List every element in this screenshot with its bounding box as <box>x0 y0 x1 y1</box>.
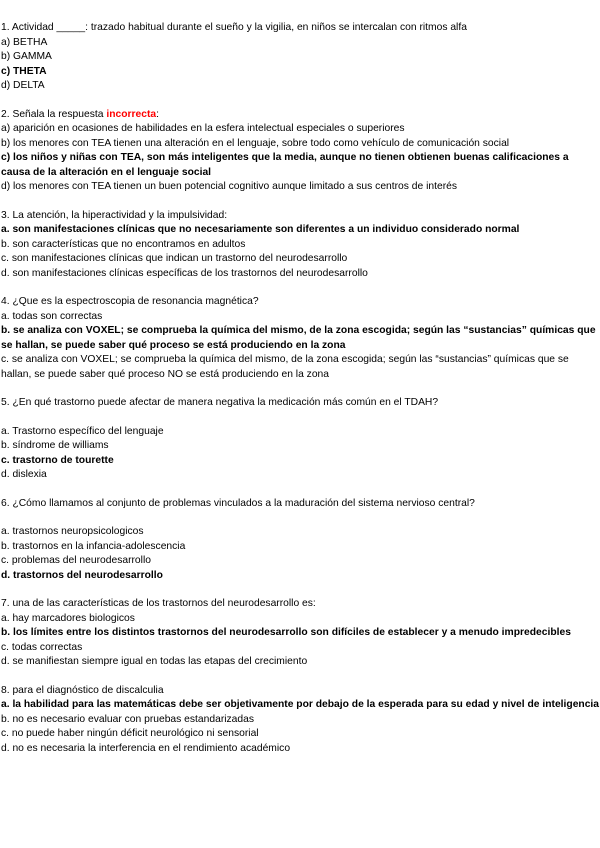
question-5-option-b: b. síndrome de williams <box>1 440 109 451</box>
question-1-stem: 1. Actividad _____: trazado habitual durante el sueño y la vigilia, en niños se intercalan con ritmos alfa <box>1 22 467 33</box>
question-3-option-a-correct: a. son manifestaciones clínicas que no necesariamente son diferentes a un individuo considerado normal <box>1 224 520 235</box>
question-3 <box>1 209 600 282</box>
question-7-option-c: c. todas correctas <box>1 641 83 653</box>
question-5-option-a: a. Trastorno específico del lenguaje <box>1 425 164 437</box>
question-6-option-a: a. trastornos neuropsicologicos <box>1 526 144 537</box>
question-4-stem: 4. ¿Que es la espectroscopia de resonancia magnética? <box>1 296 259 307</box>
question-8-option-d: d. no es necesaria la interferencia en el rendimiento académico <box>1 742 291 754</box>
question-8-option-a-correct: a. la habilidad para las matemáticas debe ser objetivamente por debajo de la esperada para su edad y nivel de inteligencia <box>1 699 600 710</box>
question-5-option-d: d. dislexia <box>1 469 47 480</box>
question-7-stem: 7. una de las características de los trastornos del neurodesarrollo es: <box>1 598 316 609</box>
question-2-option-d: d) los menores con TEA tienen un buen potencial cognitivo aunque limitado a sus centros de interés <box>1 181 458 192</box>
question-2-stem-pre: 2. Señala la respuesta <box>1 108 107 120</box>
question-7-option-b-correct: b. los límites entre los distintos trastornos del neurodesarrollo son difíciles de establecer y a menudo impredecibles <box>1 627 571 638</box>
question-3-stem: 3. La atención, la hiperactividad y la impulsividad: <box>1 209 228 221</box>
question-2-stem <box>1 108 600 123</box>
question-7 <box>1 597 600 670</box>
question-1-option-c-correct: c) THETA <box>1 65 47 77</box>
question-4 <box>1 295 600 382</box>
question-2 <box>1 108 600 195</box>
question-2-stem-post: : <box>156 108 159 120</box>
question-3-option-d: d. son manifestaciones clínicas específicas de los trastornos del neurodesarrollo <box>1 267 368 279</box>
question-2-stem-highlight: incorrecta <box>106 108 157 120</box>
question-6 <box>1 497 600 584</box>
question-6-stem: 6. ¿Cómo llamamos al conjunto de problemas vinculados a la maduración del sistema nervioso central? <box>1 497 475 509</box>
question-5-stem: 5. ¿En qué trastorno puede afectar de manera negativa la medicación más común en el TDAH? <box>1 397 439 408</box>
question-8 <box>1 684 600 757</box>
question-3-option-c: c. son manifestaciones clínicas que indican un trastorno del neurodesarrollo <box>1 253 348 264</box>
question-6-option-d-correct: d. trastornos del neurodesarrollo <box>1 569 163 581</box>
question-4-option-b-correct: b. se analiza con VOXEL; se comprueba la química del mismo, de la zona escogida; según las “sustancias” químicas que se hallan, se puede saber qué proceso se está produciendo en la zona <box>1 325 596 351</box>
question-3-option-b: b. son características que no encontramos en adultos <box>1 238 246 250</box>
question-5-option-c-correct: c. trastorno de tourette <box>1 454 114 466</box>
question-7-option-d: d. se manifiestan siempre igual en todas las etapas del crecimiento <box>1 656 308 667</box>
question-6-option-c: c. problemas del neurodesarrollo <box>1 555 151 566</box>
question-1-option-d: d) DELTA <box>1 80 45 91</box>
question-1 <box>1 21 600 94</box>
question-4-option-a: a. todas son correctas <box>1 310 103 322</box>
question-2-option-c-correct: c) los niños y niñas con TEA, son más inteligentes que la media, aunque no tienen obtienen buenas calificaciones a causa de la alteración en el lenguaje social <box>1 152 569 178</box>
question-8-option-b: b. no es necesario evaluar con pruebas estandarizadas <box>1 713 255 725</box>
question-7-option-a: a. hay marcadores biologicos <box>1 612 135 624</box>
question-1-option-a: a) BETHA <box>1 36 48 48</box>
question-2-option-a: a) aparición en ocasiones de habilidades en la esfera intelectual especiales o superiores <box>1 123 405 134</box>
question-8-option-c: c. no puede haber ningún déficit neurológico ni sensorial <box>1 728 259 739</box>
question-2-option-b: b) los menores con TEA tienen una alteración en el lenguaje, sobre todo como vehículo de comunicación social <box>1 137 510 149</box>
question-4-option-c: c. se analiza con VOXEL; se comprueba la química del mismo, de la zona escogida; según las “sustancias” químicas que se hallan, se puede saber qué proceso NO se está produciendo en la zona <box>1 354 569 380</box>
question-6-option-b: b. trastornos en la infancia-adolescencia <box>1 540 186 552</box>
question-1-option-b: b) GAMMA <box>1 51 52 62</box>
question-8-stem: 8. para el diagnóstico de discalculia <box>1 684 164 696</box>
question-5 <box>1 396 600 483</box>
